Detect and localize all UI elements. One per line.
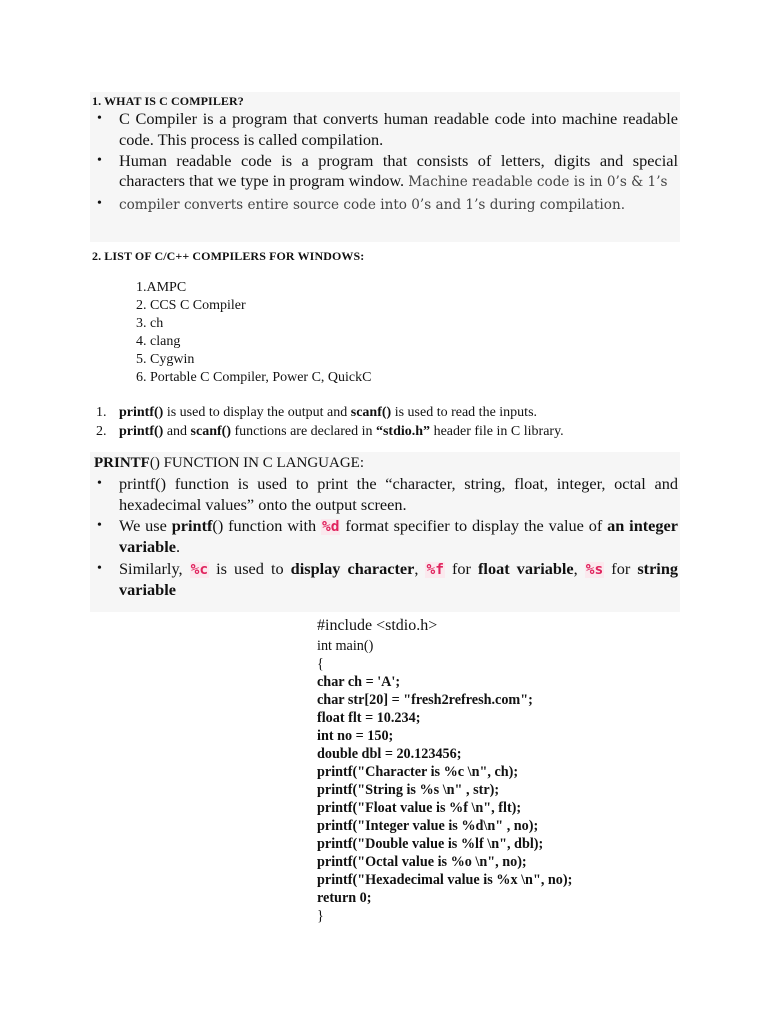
section1-heading: 1. WHAT IS C COMPILER? [92,94,244,108]
code-line: printf("Integer value is %d\n" , no); [317,818,539,834]
code-line: printf("Hexadecimal value is %x \n", no); [317,872,573,888]
printf-bullet-list [96,474,678,601]
bullet-item: • Human readable code is a program that consists of letters, digits and special characters that we type in program window. Machine readable code is in 0’s & 1’s [96,151,678,193]
code-line: return 0; [317,890,372,906]
section2-heading: 2. LIST OF C/C++ COMPILERS FOR WINDOWS: [92,249,365,263]
printf-section-heading: PRINTF() FUNCTION IN C LANGUAGE: [94,455,364,471]
format-specifier: %s [585,561,604,578]
bullet-item: • We use printf() function with %d format specifier to display the value of an integer variable. [96,516,678,558]
list-item: 4. clang [136,334,181,349]
format-specifier: %d [322,518,340,535]
list-item: 2. CCS C Compiler [136,298,246,313]
code-line: double dbl = 20.123456; [317,746,462,762]
list-item: 5. Cygwin [136,352,195,367]
code-line: int main() [317,638,374,654]
printf-scanf-notes [96,403,564,441]
code-line: char str[20] = "fresh2refresh.com"; [317,692,533,708]
code-line: printf("Character is %c \n", ch); [317,764,519,780]
bullet-item: • printf() function is used to print the “character, string, float, integer, octal and hexadecimal values” onto the output screen. [96,474,678,515]
code-line: } [317,908,324,924]
list-item: 1.AMPC [136,280,187,295]
code-line: printf("Float value is %f \n", flt); [317,800,522,816]
code-line: char ch = 'A'; [317,674,401,690]
code-line: { [317,656,324,672]
code-sample [317,615,572,925]
format-specifier: %f [426,561,444,578]
list-item: 1. printf() is used to display the output and scanf() is used to read the inputs. [96,405,538,420]
format-specifier: %c [190,561,209,578]
section1-bullet-list [96,109,678,216]
list-item: 2. printf() and scanf() functions are declared in “stdio.h” header file in C library. [96,424,564,439]
code-line: int no = 150; [317,728,394,744]
code-line: float flt = 10.234; [317,710,421,726]
code-line: #include <stdio.h> [317,617,438,634]
compiler-list [136,279,371,387]
bullet-item: • compiler converts entire source code into 0’s and 1’s during compilation. [96,194,678,216]
bullet-item: • C Compiler is a program that converts human readable code into machine readable code. This process is called compilation. [96,109,678,150]
code-line: printf("Octal value is %o \n", no); [317,854,527,870]
bullet-item: • Similarly, %c is used to display character, %f for float variable, %s for string variable [96,559,678,601]
code-line: printf("Double value is %lf \n", dbl); [317,836,544,852]
list-item: 6. Portable C Compiler, Power C, QuickC [136,370,372,385]
code-line: printf("String is %s \n" , str); [317,782,500,798]
list-item: 3. ch [136,316,164,331]
